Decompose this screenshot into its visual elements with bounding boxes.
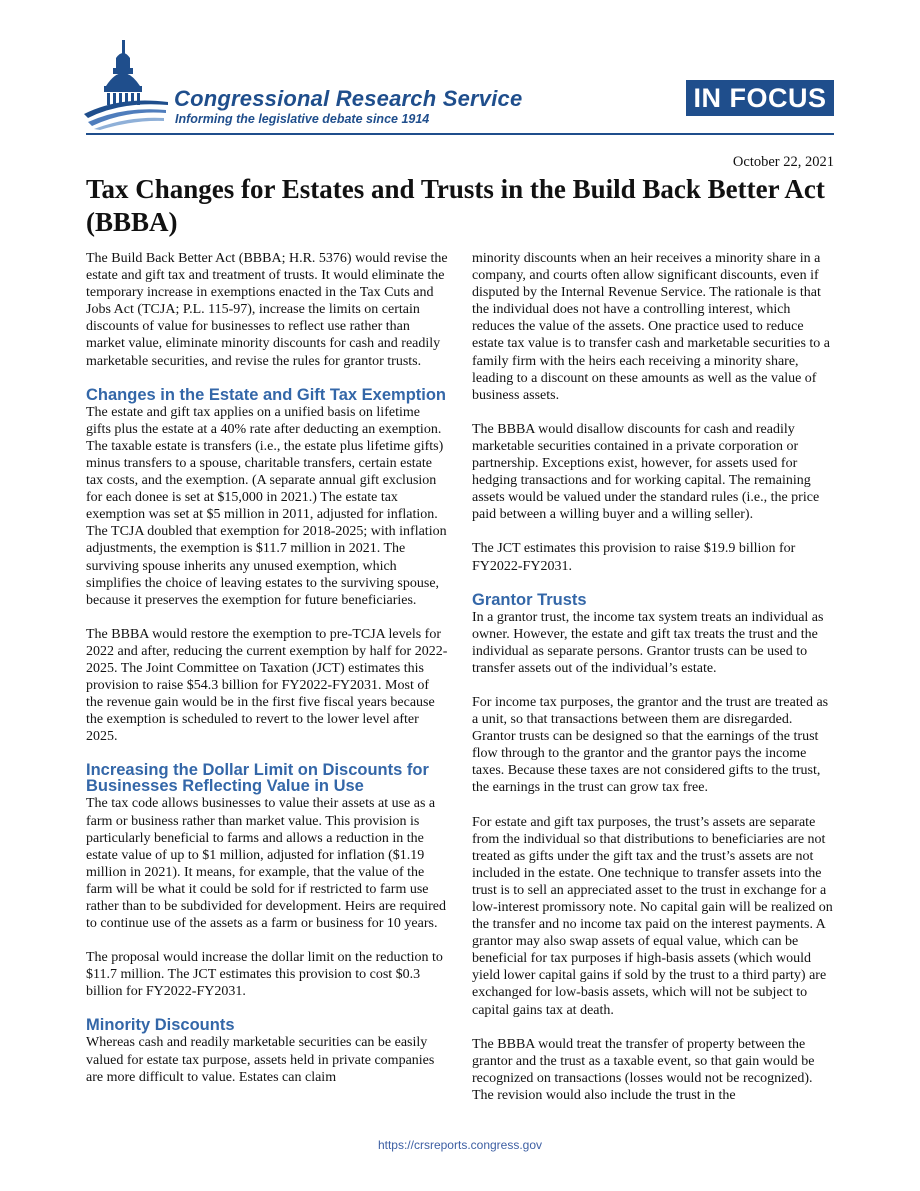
paragraph: The proposal would increase the dollar limit on the reduction to $11.7 million. The JCT estimates this provision to cost $0.3 billion for FY2022-FY2031. xyxy=(86,950,443,1000)
paragraph: The estate and gift tax applies on a unified basis on lifetime gifts plus the estate at a 40% rate after deducting an exemption. The taxable estate is transfers (i.e., the estate plus lifetime gifts) minus transfers to a spouse, charitable transfers, certain estate tax costs, and the exemption. (A separate annual gift exclusion for each donee is set at $15,000 in 2021.) The estate tax exemption was set at $5 million in 2011, adjusted for inflation. The TCJA doubled that exemption for 2018-2025; with inflation adjustments, the exemption is $11.7 million in 2021. The surviving spouse inherits any unused exemption, which simplifies the choice of leaving estates to the surviving spouse, because it preserves the exemption for future beneficiaries. xyxy=(86,404,447,608)
paragraph: The JCT estimates this provision to raise $19.9 billion for FY2022-FY2031. xyxy=(472,541,796,574)
paragraph: For estate and gift tax purposes, the trust’s assets are separate from the individual so that distributions to beneficiaries are not treated as gifts under the gift tax and the trust’s assets are not included in the estate. One technique to transfer assets into the trust is to sell an appreciated asset to the trust in exchange for a low-interest promissory note. No capital gain will be realized on the transfer and no income tax paid on the interest payments. A grantor may also swap assets of equal value, which can be beneficial for tax purposes if high-basis assets (which would yield lower capital gains if sold by the trust to a third party) are exchanged for low-basis assets, which will not be subject to capital gains tax at death. xyxy=(472,814,833,1018)
org-tagline: Informing the legislative debate since 1914 xyxy=(175,112,430,126)
section-heading-dollar-limit: Increasing the Dollar Limit on Discounts for Businesses Reflecting Value in Use xyxy=(86,761,429,796)
page-title: Tax Changes for Estates and Trusts in the Build Back Better Act (BBBA) xyxy=(86,174,825,237)
footer-url-link[interactable]: https://crsreports.congress.gov xyxy=(377,1138,543,1152)
paragraph: Whereas cash and readily marketable securities can be easily valued for estate tax purpose, assets held in private companies are more difficult to value. Estates can claim xyxy=(86,1035,435,1085)
publication-date: October 22, 2021 xyxy=(732,154,834,170)
paragraph: The BBBA would treat the transfer of property between the grantor and the trust as a taxable event, so that gain would be recognized on transactions (losses would not be recognized). The revision would also include the trust in the xyxy=(472,1036,815,1103)
in-focus-badge: IN FOCUS xyxy=(686,80,834,116)
section-heading-minority-discounts: Minority Discounts xyxy=(86,1016,235,1035)
right-column xyxy=(472,250,834,1121)
intro-paragraph: The Build Back Better Act (BBBA; H.R. 5376) would revise the estate and gift tax and treatment of trusts. It would eliminate the temporary increase in exemptions enacted in the Tax Cuts and Jobs Act (TCJA; P.L. 115-97), increase the limits on certain discounts of value for businesses to reflect use rather than market value, eliminate minority discounts for cash and readily marketable securities, and revise the rules for grantor trusts. xyxy=(86,251,448,369)
section-heading-exemption: Changes in the Estate and Gift Tax Exemption xyxy=(86,385,447,404)
paragraph: The tax code allows businesses to value their assets at use as a farm or business rather than market value. This provision is particularly beneficial to farms and allows a reduction in the estate value of up to $1 million, adjusted for inflation ($1.19 million in 2021). It means, for example, that the value of the farm will be what it could be sold for if restricted to farm use rather than to be subdivided for development. Heirs are required to continue use of the assets as a farm or business for 10 years. xyxy=(86,796,446,932)
paragraph: The BBBA would restore the exemption to pre-TCJA levels for 2022 and after, reducing the current exemption by half for 2022-2025. The Joint Committee on Taxation (JCT) estimates this provision to raise $54.3 billion for FY2022-FY2031. Most of the revenue gain would be in the first five fiscal years because the exemption is scheduled to revert to the lower level after 2025. xyxy=(86,626,448,745)
header-divider xyxy=(86,133,834,135)
paragraph: The BBBA would disallow discounts for cash and readily marketable securities contained in a private corporation or partnership. Exceptions exist, however, for assets used for hedging transactions and for working capital. The remaining assets would be valued under the standard rules (i.e., the price paid between a willing buyer and a willing seller). xyxy=(472,421,820,523)
paragraph: minority discounts when an heir receives a minority share in a company, and courts often allow significant discounts, even if disputed by the Internal Revenue Service. The rationale is that the individual does not have a controlling interest, which reduces the value of the assets. One practice used to reduce estate tax value is to transfer cash and marketable securities to a family firm with the heirs each receiving a minority share, leading to a discount on these amounts as well as the value of business assets. xyxy=(472,251,831,403)
section-heading-grantor-trusts: Grantor Trusts xyxy=(472,590,587,609)
org-name: Congressional Research Service xyxy=(174,86,523,111)
paragraph: For income tax purposes, the grantor and the trust are treated as a unit, so that transactions between them are disregarded. Grantor trusts can be designed so that the earnings of the trust flow through to the grantor and the grantor pays the income taxes. Because these taxes are not considered gifts to the trust, the earnings in the trust can grow tax free. xyxy=(472,694,829,796)
left-column xyxy=(86,250,448,1103)
page-header xyxy=(0,0,920,140)
capitol-dome-logo-icon xyxy=(80,38,172,130)
paragraph: In a grantor trust, the income tax system treats an individual as owner. However, the estate and gift tax treats the trust and the individual as separate persons. Grantor trusts can be used to transfer assets out of the individual’s estate. xyxy=(472,609,824,676)
